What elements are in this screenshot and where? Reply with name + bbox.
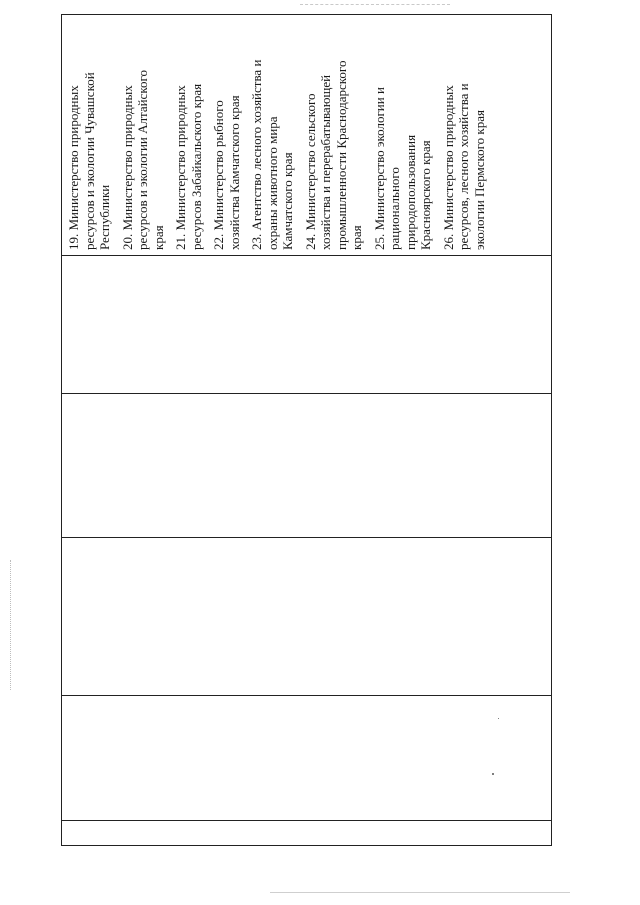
entry-line: ресурсов, лесного хозяйства и: [456, 83, 471, 250]
entry-line: хозяйства Камчатского края: [226, 95, 242, 250]
entry-line: Камчатского края: [280, 152, 295, 250]
table-cell-empty: [62, 256, 551, 392]
rotated-text-block: [62, 15, 553, 255]
entry-line: экологии Пермского края: [471, 110, 487, 250]
rotated-table: [61, 14, 552, 846]
list-item: [441, 21, 488, 250]
entry-line: 19. Министерство природных: [66, 85, 81, 250]
list-item: [303, 21, 365, 250]
entry-line: 20. Министерство природных: [119, 85, 135, 250]
list-item: [173, 21, 204, 250]
entry-line: ресурсов и экологии Алтайского: [135, 70, 150, 250]
entry-line: края: [349, 225, 364, 250]
entry-line: промышленности Краснодарского: [333, 60, 349, 250]
entry-line: 25. Министерство экологии и: [371, 87, 387, 250]
entry-line: 24. Министерство сельского: [302, 93, 318, 250]
entry-line: хозяйства и перерабатывающей: [318, 74, 333, 250]
entry-line: 23. Агентство лесного хозяйства и: [249, 59, 264, 250]
list-item: [120, 21, 167, 250]
table-cell-empty: [62, 821, 551, 845]
entry-line: 26. Министерство природных: [440, 85, 456, 250]
scan-artifact-top: [300, 4, 450, 5]
entry-line: 22. Министерство рыбного: [211, 100, 226, 250]
entry-line: ресурсов и экологии Чувашской: [81, 72, 97, 250]
entry-line: Республики: [97, 184, 112, 250]
table-cell-organizations: [62, 15, 553, 255]
table-cell-empty: [62, 538, 551, 694]
entry-line: ресурсов Забайкальского края: [188, 83, 204, 250]
entry-line: охраны животного мира: [264, 116, 280, 250]
table-cell-empty: [62, 696, 551, 819]
table-cell-empty: [62, 394, 551, 536]
list-item: [66, 21, 113, 250]
list-item: [372, 21, 434, 250]
list-item: [211, 21, 242, 250]
entry-line: природопользования: [402, 134, 418, 250]
list-item: [249, 21, 296, 250]
entry-line: рационального: [387, 167, 402, 250]
scan-artifact-bottom: [270, 892, 570, 893]
entry-line: Красноярского края: [418, 140, 433, 250]
entry-line: 21. Министерство природных: [173, 85, 188, 250]
entry-line: края: [150, 225, 166, 250]
scan-artifact-left: [10, 560, 11, 690]
